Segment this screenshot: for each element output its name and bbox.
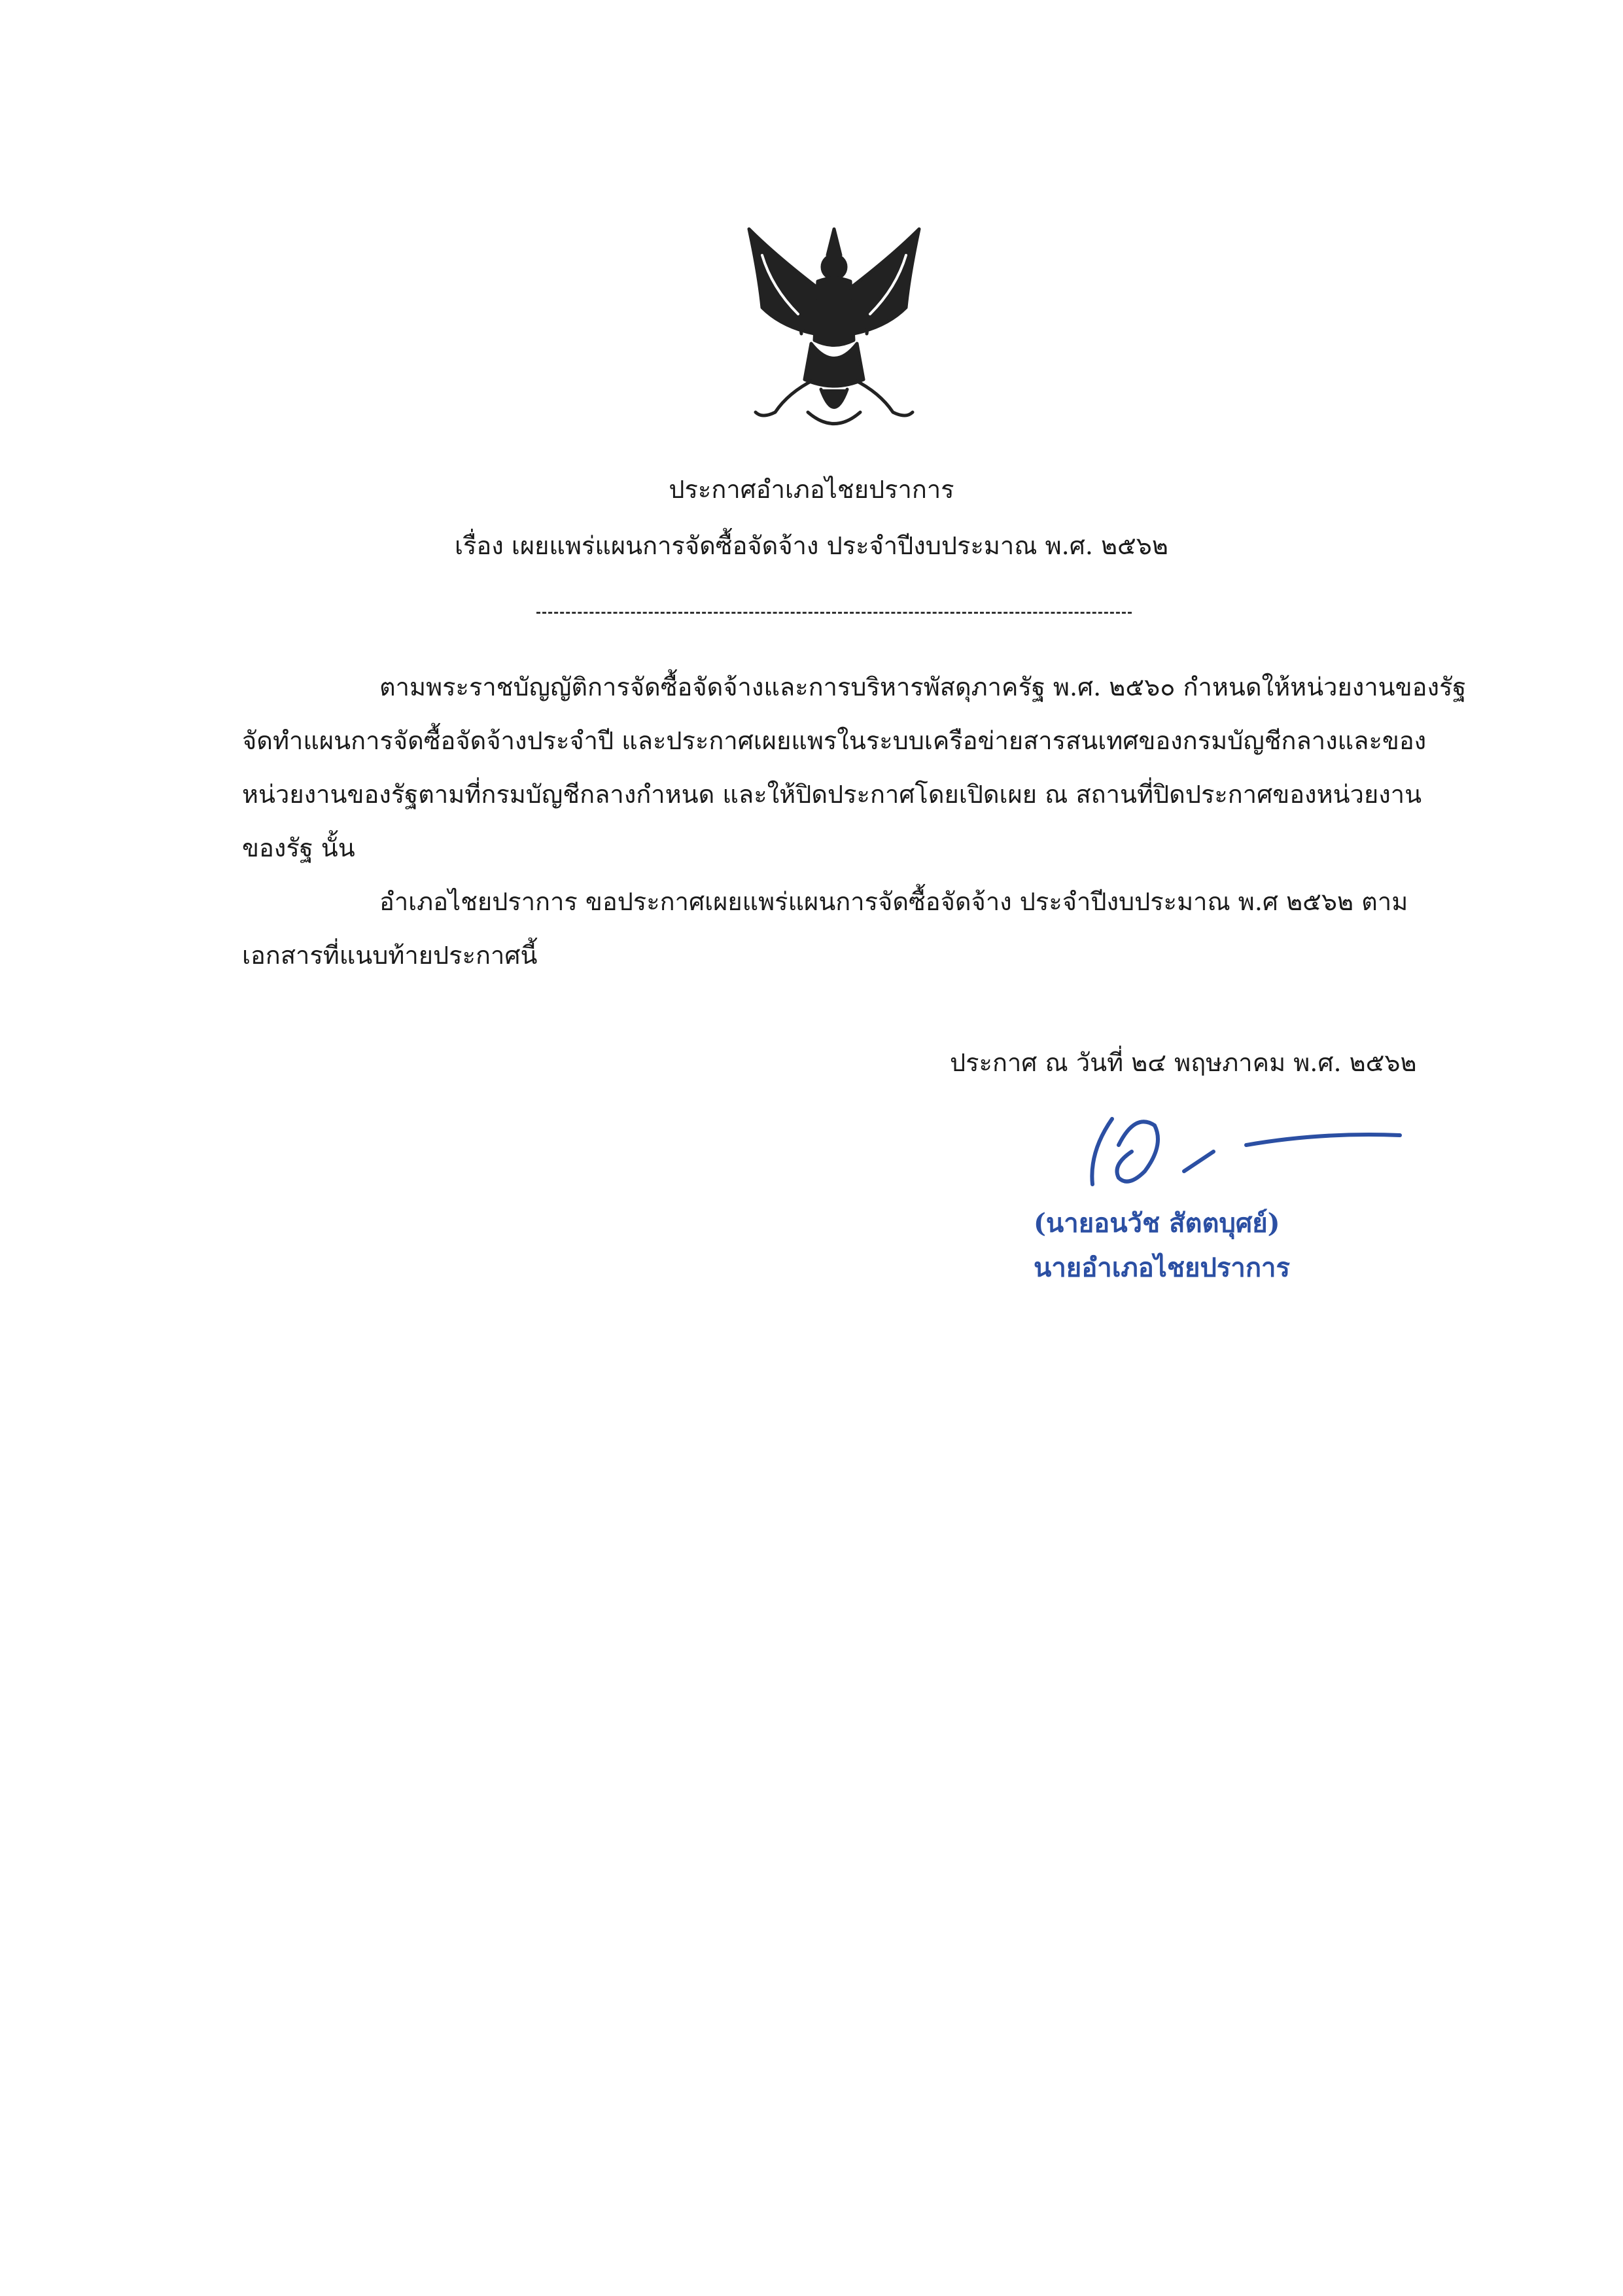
paragraph1-line2: จัดทำแผนการจัดซื้อจัดจ้างประจำปี และประกาศเผยแพรในระบบเครือข่ายสารสนเทศของกรมบัญชีกลางและของ	[242, 726, 1427, 755]
paragraph2-line2: เอกสารที่แนบท้ายประกาศนี้	[242, 941, 538, 970]
paragraph1-line3: หน่วยงานของรัฐตามที่กรมบัญชีกลางกำหนด และให้ปิดประกาศโดยเปิดเผย ณ สถานที่ปิดประกาศของหน่วยงาน	[242, 780, 1422, 809]
signer-position: นายอำเภอไชยปราการ	[1034, 1252, 1290, 1283]
signer-name: (นายอนวัช สัตตบุศย์)	[1034, 1208, 1280, 1239]
issuer-title: ประกาศอำเภอไชยปราการ	[669, 475, 954, 504]
subject-line: เรื่อง เผยแพร่แผนการจัดซื้อจัดจ้าง ประจำปีงบประมาณ พ.ศ. ๒๕๖๒	[455, 531, 1168, 560]
signature-scribble	[1073, 1106, 1413, 1204]
garuda-emblem-icon	[736, 216, 932, 438]
separator-line	[536, 612, 1132, 614]
paragraph1-line4: ของรัฐ นั้น	[242, 834, 355, 862]
paragraph2-line1: อำเภอไชยปราการ ขอประกาศเผยแพร่แผนการจัดซื้อจัดจ้าง ประจำปีงบประมาณ พ.ศ ๒๕๖๒ ตาม	[379, 887, 1408, 916]
paragraph1-line1: ตามพระราชบัญญัติการจัดซื้อจัดจ้างและการบริหารพัสดุภาครัฐ พ.ศ. ๒๕๖๐ กำหนดให้หน่วยงานของรัฐ	[379, 673, 1467, 701]
date-line: ประกาศ ณ วันที่ ๒๔ พฤษภาคม พ.ศ. ๒๕๖๒	[950, 1048, 1417, 1077]
